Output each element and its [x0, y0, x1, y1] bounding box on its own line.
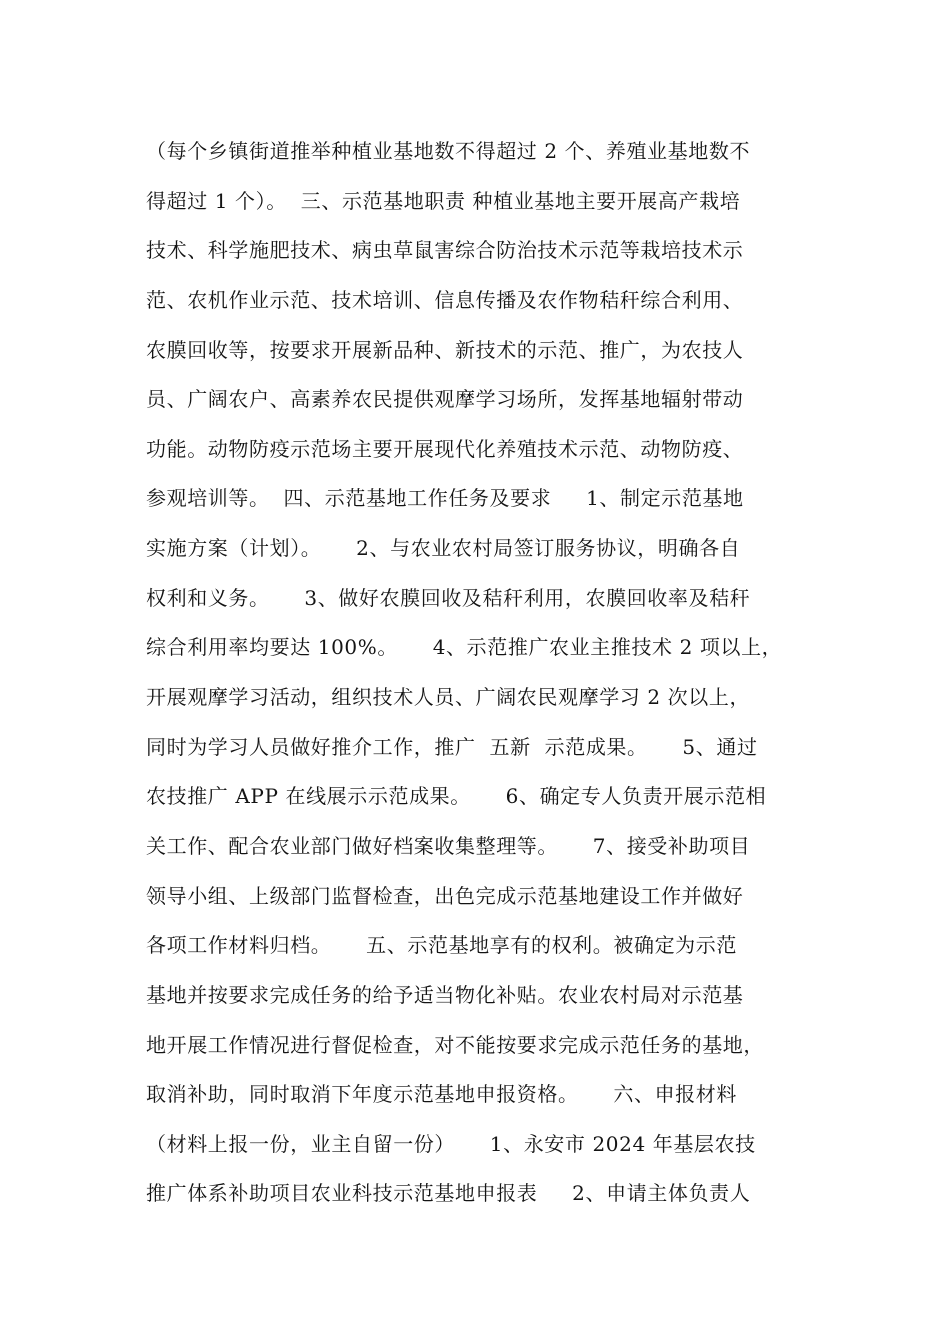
text-line: 开展观摩学习活动，组织技术人员、广阔农民观摩学习 2 次以上，: [146, 685, 751, 710]
text-line: 实施方案（计划）。 2、与农业农村局签订服务协议，明确各自: [146, 536, 741, 561]
text-line: 功能。动物防疫示范场主要开展现代化养殖技术示范、动物防疫、: [146, 436, 744, 461]
text-line: 地开展工作情况进行督促检查，对不能按要求完成示范任务的基地，: [146, 1032, 764, 1057]
text-line: 权利和义务。 3、做好农膜回收及秸秆利用，农膜回收率及秸秆: [146, 585, 751, 610]
text-line: 基地并按要求完成任务的给予适当物化补贴。农业农村局对示范基: [146, 982, 744, 1007]
text-line: 得超过 1 个）。 三、示范基地职责 种植业基地主要开展高产栽培: [146, 188, 741, 213]
text-line: 农技推广 APP 在线展示示范成果。 6、确定专人负责开展示范相: [146, 784, 767, 809]
text-line: （每个乡镇街道推举种植业基地数不得超过 2 个、养殖业基地数不: [146, 139, 751, 163]
text-line: 参观培训等。 四、示范基地工作任务及要求 1、制定示范基地: [146, 486, 744, 511]
text-line: 综合利用率均要达 100%。 4、示范推广农业主推技术 2 项以上，: [146, 635, 783, 660]
text-line: 取消补助，同时取消下年度示范基地申报资格。 六、申报材料: [146, 1082, 737, 1107]
text-line: 范、农机作业示范、技术培训、信息传播及农作物秸秆综合利用、: [146, 287, 744, 312]
text-line: 各项工作材料归档。 五、示范基地享有的权利。被确定为示范: [146, 933, 737, 958]
text-line: （材料上报一份，业主自留一份） 1、永安市 2024 年基层农技: [146, 1131, 756, 1156]
text-line: 同时为学习人员做好推介工作，推广 五新 示范成果。 5、通过: [146, 734, 758, 759]
text-line: 农膜回收等，按要求开展新品种、新技术的示范、推广，为农技人: [146, 337, 744, 362]
text-line: 员、广阔农户、高素养农民提供观摩学习场所，发挥基地辐射带动: [146, 387, 744, 412]
text-line: 关工作、配合农业部门做好档案收集整理等。 7、接受补助项目: [146, 833, 751, 858]
text-line: 领导小组、上级部门监督检查，出色完成示范基地建设工作并做好: [146, 883, 744, 908]
text-line: 技术、科学施肥技术、病虫草鼠害综合防治技术示范等栽培技术示: [146, 238, 744, 263]
text-line: 推广体系补助项目农业科技示范基地申报表 2、申请主体负责人: [146, 1181, 751, 1206]
body-text: [146, 127, 810, 1219]
